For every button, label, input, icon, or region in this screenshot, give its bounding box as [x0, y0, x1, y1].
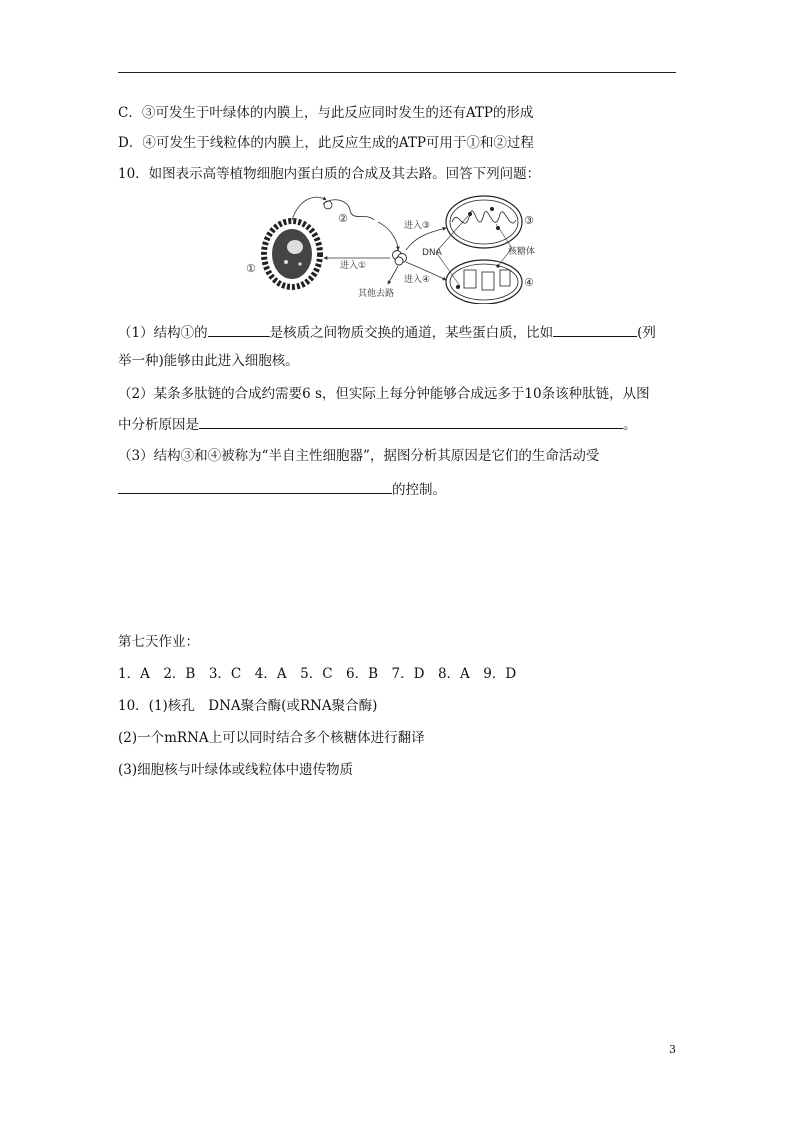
- header-rule: [118, 72, 676, 73]
- label-structure-1: ①: [246, 262, 256, 275]
- answer-blank-3[interactable]: [199, 414, 623, 429]
- q2-text-b: 中分析原因是: [118, 417, 199, 433]
- q1-text-c: (列: [637, 325, 656, 341]
- question-10-part-1-line-1: [118, 322, 656, 342]
- question-10-stem: 10．如图表示高等植物细胞内蛋白质的合成及其去路。回答下列问题：: [118, 166, 541, 182]
- q1-text-a: （1）结构①的: [118, 325, 208, 341]
- question-10-part-3-line-2: [118, 479, 446, 499]
- answer-10-part-1: 10．(1)核孔 DNA聚合酶(或RNA聚合酶): [118, 698, 378, 714]
- answers-multiple-choice: 1．A 2．B 3．C 4．A 5．C 6．B 7．D 8．A 9．D: [118, 666, 517, 682]
- nucleus: [264, 221, 320, 287]
- answer-blank-1[interactable]: [208, 322, 270, 337]
- diagram-svg: [238, 192, 538, 304]
- arrow-other-fate: [388, 266, 398, 284]
- page-number: 3: [669, 1043, 676, 1056]
- q3-end: 的控制。: [392, 482, 446, 498]
- answer-10-part-2: (2)一个mRNA上可以同时结合多个核糖体进行翻译: [118, 730, 425, 746]
- answers-title: 第七天作业：: [118, 634, 199, 650]
- question-10-part-1-line-2: 举一种)能够由此进入细胞核。: [118, 353, 299, 369]
- label-enter-1: 进入①: [340, 261, 367, 271]
- question-10-part-2-line-1: （2）某条多肽链的合成约需要6 s，但实际上每分钟能够合成远多于10条该种肽链，从图: [118, 386, 650, 402]
- label-other-fate: 其他去路: [358, 289, 395, 299]
- label-structure-3: ③: [524, 214, 534, 227]
- arrow-mrna-to-vesicle: [378, 222, 398, 250]
- arrow-to-mitochondrion: [406, 228, 446, 250]
- vesicle-cluster: [393, 251, 407, 266]
- label-ribosome: 核糖体: [508, 247, 536, 257]
- option-c: C．③可发生于叶绿体的内膜上，与此反应同时发生的还有ATP的形成: [118, 105, 534, 121]
- mitochondrion: [446, 196, 522, 248]
- label-structure-2: ②: [338, 212, 348, 225]
- q2-end: 。: [623, 417, 637, 433]
- question-10-part-3-line-1: （3）结构③和④被称为“半自主性细胞器”，据图分析其原因是它们的生命活动受: [118, 448, 600, 464]
- mrna-ribosome-complex: [323, 200, 374, 220]
- label-enter-4: 进入④: [404, 275, 431, 285]
- answer-blank-4[interactable]: [118, 479, 392, 494]
- cell-protein-diagram: [238, 192, 538, 304]
- arrow-nucleus-to-mrna: [292, 197, 326, 220]
- answer-blank-2[interactable]: [553, 322, 637, 337]
- label-structure-4: ④: [524, 276, 534, 289]
- label-enter-3: 进入③: [404, 221, 431, 231]
- question-10-part-2-line-2: [118, 414, 637, 434]
- label-dna: DNA: [422, 248, 442, 258]
- option-d: D．④可发生于线粒体的内膜上，此反应生成的ATP可用于①和②过程: [118, 135, 534, 151]
- answer-10-part-3: (3)细胞核与叶绿体或线粒体中遗传物质: [118, 762, 354, 778]
- q1-text-b: 是核质之间物质交换的通道，某些蛋白质，比如: [269, 325, 554, 341]
